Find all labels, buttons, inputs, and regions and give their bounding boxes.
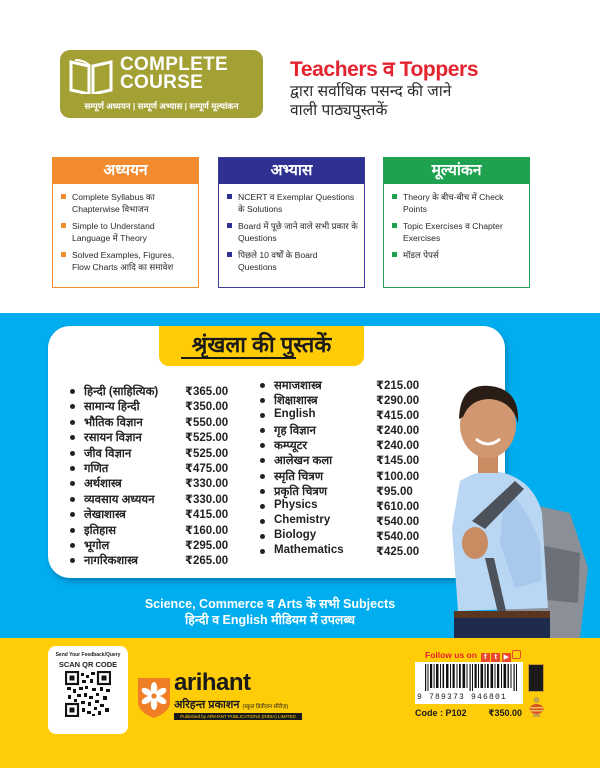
square-bullet-icon: [61, 223, 66, 228]
bullet-icon: [260, 549, 265, 554]
feature-heading: अभ्यास: [219, 158, 364, 184]
arihant-publisher-logo: [138, 669, 338, 728]
bullet-icon: [260, 504, 265, 509]
bullet-icon: [70, 558, 75, 563]
bullet-icon: [70, 389, 75, 394]
bullet-icon: [70, 481, 75, 486]
instagram-icon[interactable]: [512, 650, 521, 659]
feature-heading: अध्ययन: [53, 158, 198, 184]
logo-subtitle: सम्पूर्ण अध्ययन | सम्पूर्ण अभ्यास | सम्पूर्ण मूल्यांकन: [84, 101, 239, 111]
list-item: Simple to Understand Language में Theory: [61, 220, 192, 244]
meditation-seal-icon: [528, 664, 544, 692]
series-title: श्रृंखला की पुस्तकें: [159, 326, 364, 366]
feature-list: [53, 184, 198, 273]
tagline-line-1: द्वारा सर्वाधिक पसन्द की जाने: [290, 83, 452, 100]
bullet-icon: [260, 383, 265, 388]
title-underline: [181, 357, 296, 359]
facebook-icon[interactable]: f: [481, 653, 490, 662]
tagline-line-2: वाली पाठ्यपुस्तकें: [290, 102, 388, 119]
list-item: पिछले 10 वर्षों के Board Questions: [227, 249, 358, 273]
square-bullet-icon: [227, 252, 232, 257]
youtube-icon[interactable]: ▶: [503, 654, 510, 661]
qr-scan-label: SCAN QR CODE: [58, 660, 118, 669]
isbn-barcode: [415, 662, 523, 704]
qr-code-icon[interactable]: [65, 671, 111, 717]
feature-heading: मूल्यांकन: [384, 158, 529, 184]
bullet-icon: [70, 404, 75, 409]
feature-list: [219, 184, 364, 273]
bullet-icon: [260, 428, 265, 433]
series-section: [0, 313, 600, 638]
series-card: श्रृंखला की पुस्तकें हिन्दी (साहित्यिक) ₹365.00 सामान्य हिन्दी ₹350.00 भौतिक विज्ञान ₹550.00 रसायन विज्ञान ₹525.00 जीव विज्ञान ₹525.00 गणित ₹475.00 अर्थशास्त्र ₹330.00 व्यवसाय अध्ययन ₹330.00 लेखाशास्त्र ₹415.00 इतिहास ₹160.00 भूगोल ₹295.00 नागरिकशास्त्र ₹265.00 समाजशास्त्र ₹215.00 शिक्षाशास्त्र ₹290.00 English ₹415.00 गृह विज्ञान ₹240.00 कम्प्यूटर ₹240.00 आलेखन कला ₹145.00 स्मृति चित्रण ₹100.00 प्रकृति चित्रण ₹95.00 Physics ₹610.00 Chemistry ₹540.00 Biology ₹540.00 Mathematics ₹425.00: [48, 326, 505, 578]
availability-caption: Science, Commerce व Arts के सभी Subjects हिन्दी व English मीडियम में उपलब्ध: [144, 597, 396, 627]
qr-feedback-text: Send Your Feedback/Query: [55, 652, 121, 658]
list-item: Solved Examples, Figures, Flow Charts आदि का समावेश: [61, 249, 192, 273]
follow-us: Follow us on f t ▶: [425, 650, 521, 662]
feature-box-study: [52, 157, 199, 288]
list-item: Theory के बीच-बीच में Check Points: [392, 191, 523, 215]
square-bullet-icon: [227, 194, 232, 199]
publisher-name: arihant: [174, 669, 251, 696]
square-bullet-icon: [392, 223, 397, 228]
feature-box-practice: [218, 157, 365, 288]
feature-list: [384, 184, 529, 261]
flower-shield-icon: [138, 678, 170, 718]
kalash-seal-icon: [529, 696, 544, 718]
published-by-strip: Published by ARIHANT PUBLICATIONS (INDIA) LIMITED: [174, 713, 302, 720]
cover-price: ₹350.00: [488, 708, 522, 718]
bullet-icon: [70, 451, 75, 456]
square-bullet-icon: [392, 252, 397, 257]
twitter-icon[interactable]: t: [491, 653, 500, 662]
product-code: Code : P102: [415, 708, 467, 718]
bullet-icon: [260, 489, 265, 494]
bullet-icon: [260, 519, 265, 524]
product-code-row: [415, 708, 522, 718]
bullet-icon: [260, 398, 265, 403]
complete-course-logo: [60, 50, 263, 118]
feedback-qr-card[interactable]: [48, 646, 128, 734]
publisher-hindi-name: अरिहन्त प्रकाशन (स्कूल डिवीज़न सीरीज़): [174, 699, 289, 711]
bullet-icon: [70, 497, 75, 502]
isbn-number: 9 789373 946801: [417, 693, 508, 702]
feature-box-evaluation: [383, 157, 530, 288]
list-item: Complete Syllabus का Chapterwise विभाजन: [61, 191, 192, 215]
open-book-icon: [69, 58, 113, 94]
bullet-icon: [70, 466, 75, 471]
list-item: Topic Exercises व Chapter Exercises: [392, 220, 523, 244]
bullet-icon: [70, 420, 75, 425]
bullet-icon: [70, 512, 75, 517]
footer-section: [0, 638, 600, 768]
square-bullet-icon: [61, 252, 66, 257]
bullet-icon: [260, 443, 265, 448]
list-item: मॉडल पेपर्स: [392, 249, 523, 261]
bullet-icon: [70, 435, 75, 440]
bullet-icon: [260, 458, 265, 463]
list-item: NCERT व Exemplar Questions के Solutions: [227, 191, 358, 215]
student-with-backpack-image: [430, 353, 600, 638]
bullet-icon: [260, 413, 265, 418]
logo-title: COMPLETE COURSE: [120, 54, 228, 93]
square-bullet-icon: [61, 194, 66, 199]
bullet-icon: [260, 474, 265, 479]
list-item: Board में पूछे जाने वाले सभी प्रकार के Questions: [227, 220, 358, 244]
bullet-icon: [70, 528, 75, 533]
barcode-icon: [425, 664, 517, 691]
bullet-icon: [260, 534, 265, 539]
square-bullet-icon: [392, 194, 397, 199]
tagline: [290, 58, 550, 120]
square-bullet-icon: [227, 223, 232, 228]
bullet-icon: [70, 543, 75, 548]
tagline-title: Teachers व Toppers: [290, 58, 479, 81]
top-section: [0, 0, 600, 313]
